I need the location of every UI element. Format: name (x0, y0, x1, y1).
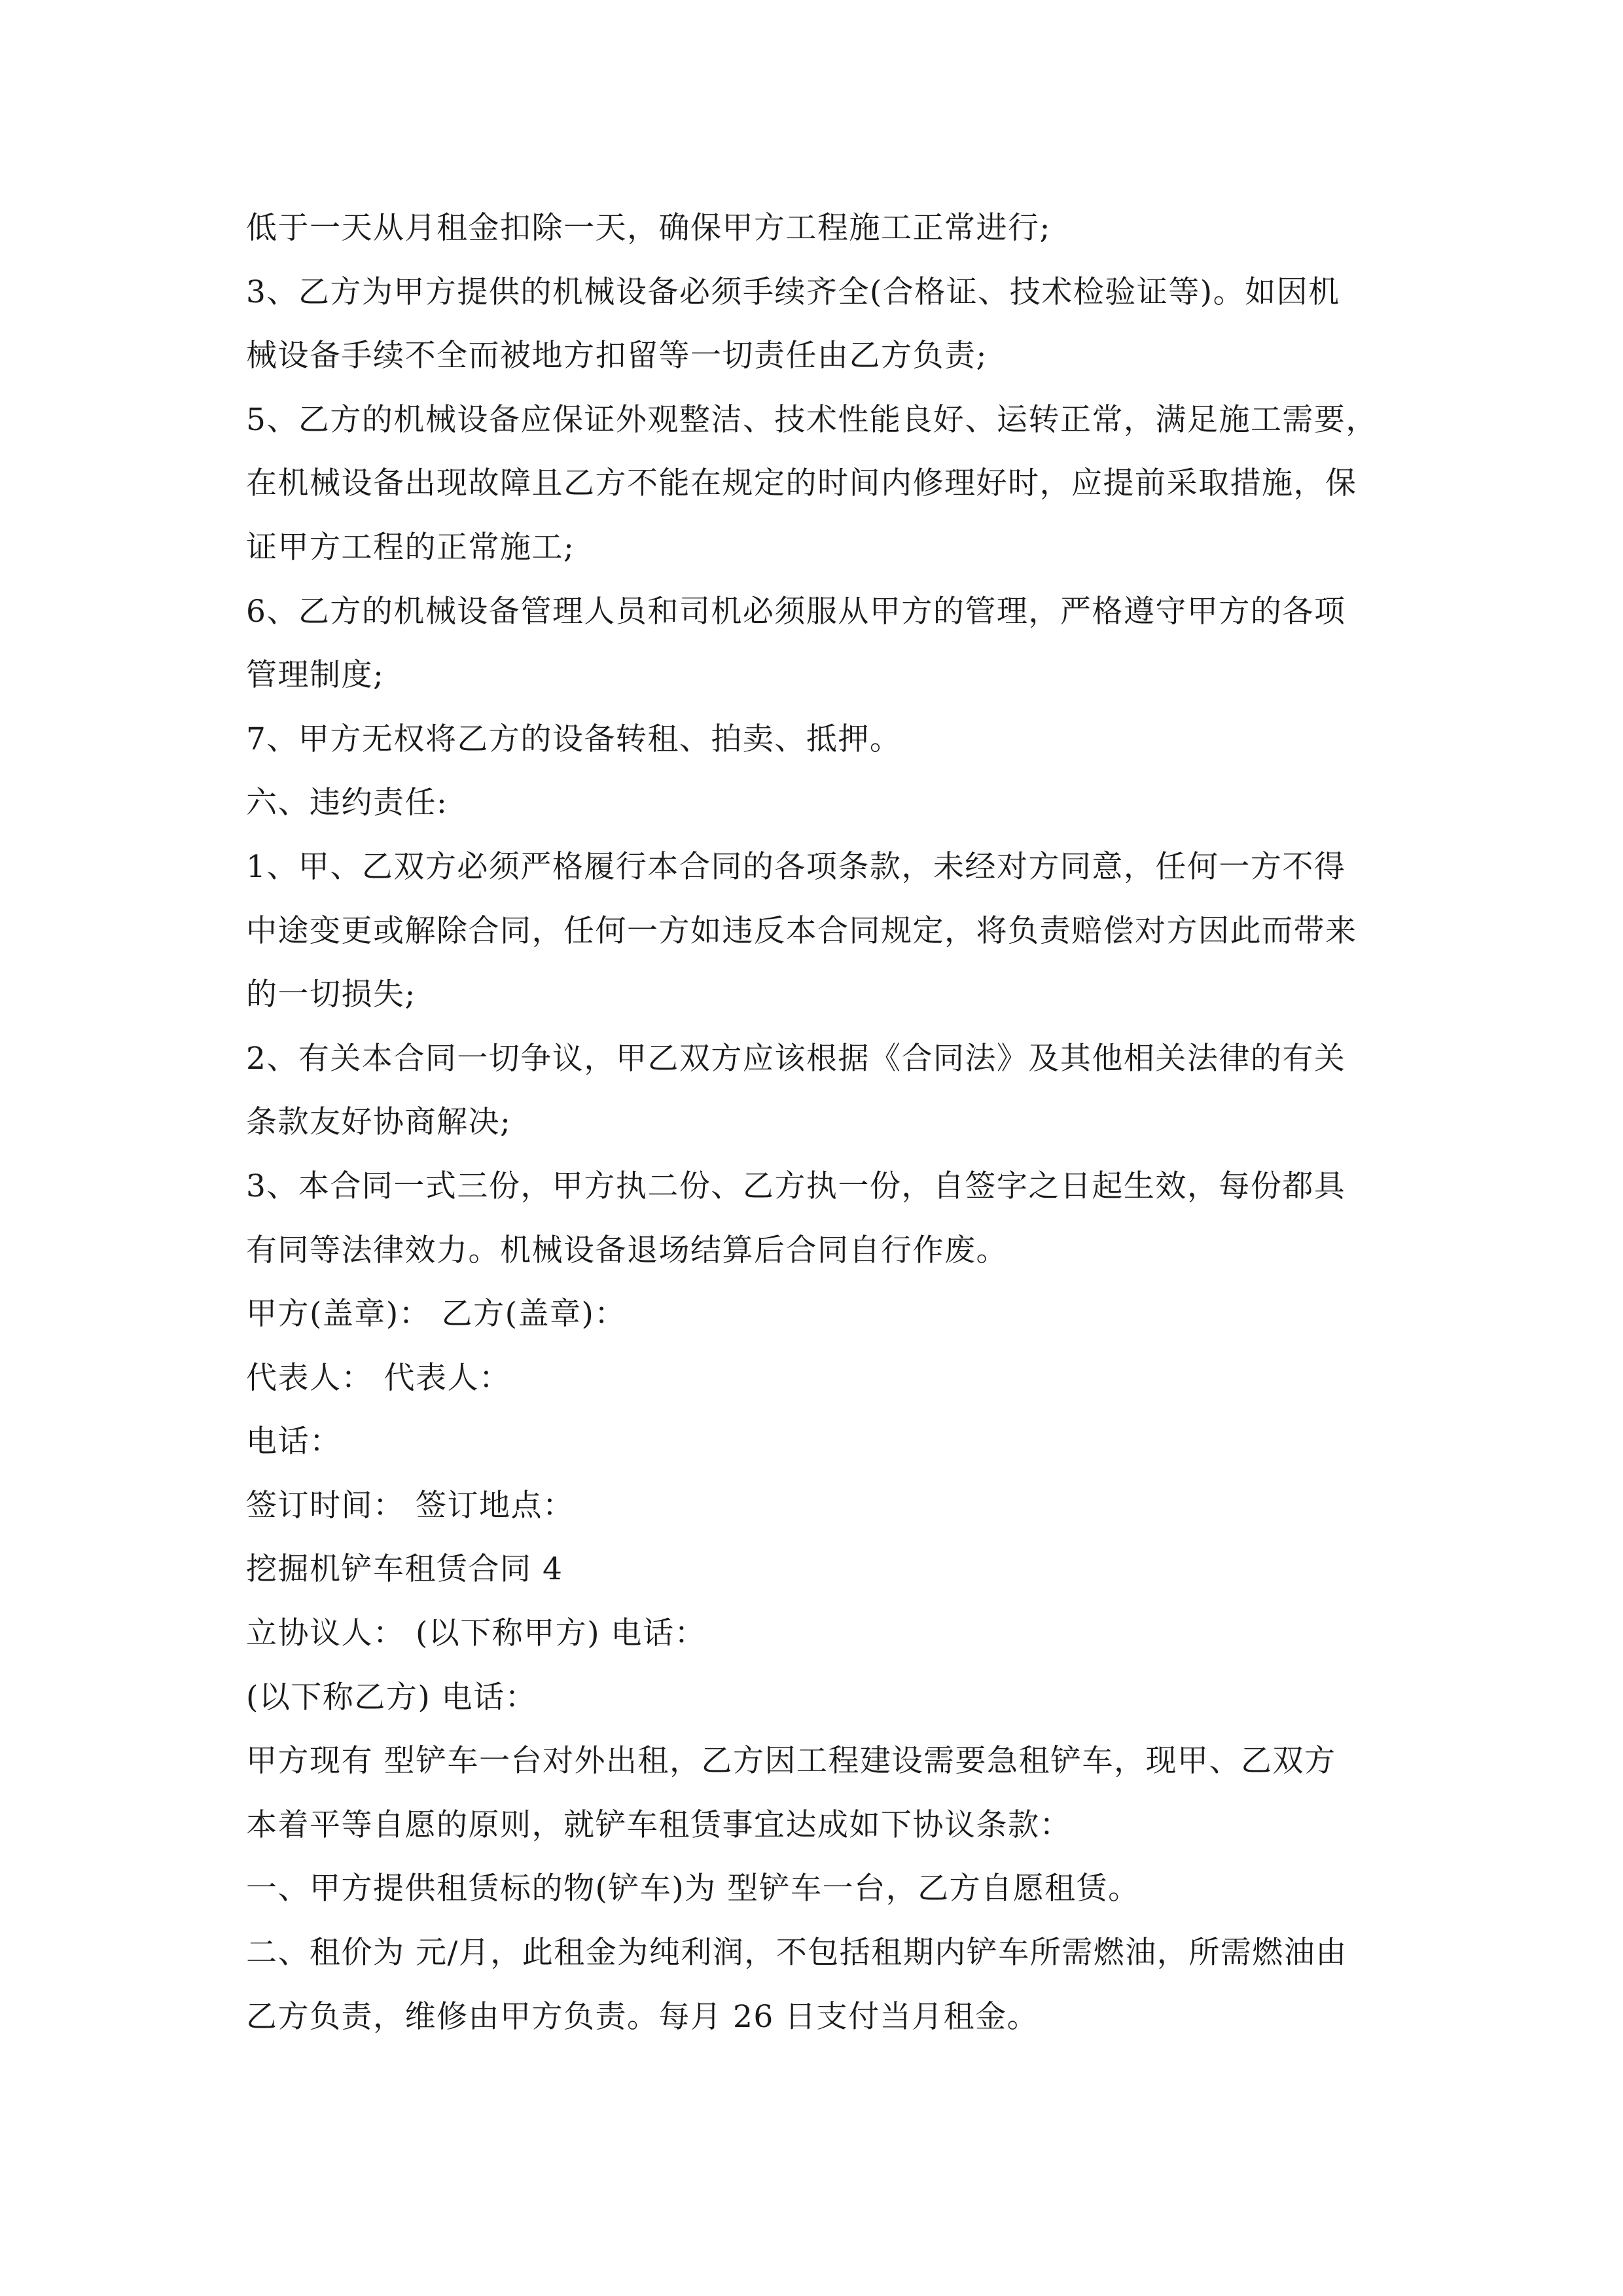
contract-title: 挖掘机铲车租赁合同 4 (246, 1551, 563, 1588)
text-line: 本着平等自愿的原则，就铲车租赁事宜达成如下协议条款： (246, 1806, 1071, 1843)
text-line: 甲方现有 型铲车一台对外出租，乙方因工程建设需要急租铲车，现甲、乙双方 (246, 1743, 1336, 1780)
section-heading: 六、违约责任: (246, 785, 448, 821)
text-line: 在机械设备出现故障且乙方不能在规定的时间内修理好时，应提前采取措施，保 (246, 465, 1357, 502)
signature-line: 甲方(盖章)： 乙方(盖章)： (246, 1296, 626, 1333)
text-line: 条款友好协商解决; (246, 1104, 512, 1141)
text-line: 立协议人： (以下称甲方) 电话： (246, 1615, 707, 1652)
text-line: 3、本合同一式三份，甲方执二份、乙方执一份，自签字之日起生效，每份都具 (246, 1168, 1346, 1204)
text-line: 中途变更或解除合同，任何一方如违反本合同规定，将负责赔偿对方因此而带来 (246, 912, 1357, 949)
signature-line: 电话： (246, 1424, 342, 1460)
text-line: 乙方负责，维修由甲方负责。每月 26 日支付当月租金。 (246, 1998, 1039, 2035)
text-line: 一、甲方提供租赁标的物(铲车)为 型铲车一台，乙方自愿租赁。 (246, 1871, 1140, 1907)
text-line: 的一切损失; (246, 977, 416, 1013)
signature-line: 签订时间： 签订地点： (246, 1487, 575, 1524)
text-line: 管理制度; (246, 657, 385, 694)
text-line: 6、乙方的机械设备管理人员和司机必须服从甲方的管理，严格遵守甲方的各项 (246, 593, 1346, 630)
text-line: 低于一天从月租金扣除一天，确保甲方工程施工正常进行; (246, 210, 1051, 246)
text-line: 5、乙方的机械设备应保证外观整洁、技术性能良好、运转正常，满足施工需要， (246, 401, 1378, 438)
text-line: 械设备手续不全而被地方扣留等一切责任由乙方负责; (246, 338, 988, 374)
text-line: 7、甲方无权将乙方的设备转租、拍卖、抵押。 (246, 721, 902, 757)
text-line: 1、甲、乙双方必须严格履行本合同的各项条款，未经对方同意，任何一方不得 (246, 848, 1346, 885)
text-line: 2、有关本合同一切争议，甲乙双方应该根据《合同法》及其他相关法律的有关 (246, 1040, 1346, 1077)
signature-line: 代表人： 代表人： (246, 1359, 511, 1396)
text-line: 3、乙方为甲方提供的机械设备必须手续齐全(合格证、技术检验证等)。如因机 (246, 274, 1340, 310)
text-line: 有同等法律效力。机械设备退场结算后合同自行作废。 (246, 1232, 1008, 1268)
text-line: 二、租价为 元/月，此租金为纯利润，不包括租期内铲车所需燃油，所需燃油由 (246, 1935, 1347, 1971)
text-line: (以下称乙方) 电话： (246, 1679, 537, 1715)
document-body (246, 196, 1385, 2049)
text-line: 证甲方工程的正常施工; (246, 529, 575, 565)
